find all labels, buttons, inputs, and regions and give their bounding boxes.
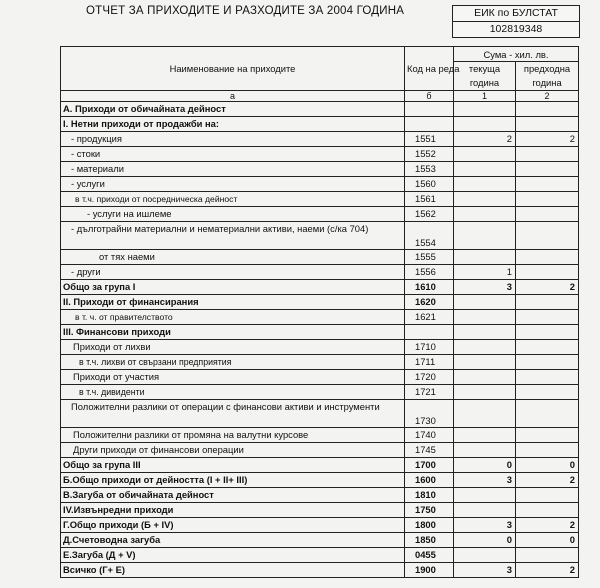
- table-row: [61, 488, 579, 503]
- previous-year-value: [516, 177, 579, 192]
- table-row: [61, 503, 579, 518]
- row-code: 1600: [405, 473, 454, 488]
- previous-year-value: [516, 400, 579, 428]
- current-year-value: [454, 192, 516, 207]
- current-year-value: [454, 488, 516, 503]
- table-row: [61, 458, 579, 473]
- eik-box: [452, 5, 580, 38]
- header-previous-year: предходна година: [516, 62, 579, 91]
- row-label: - други: [61, 265, 405, 280]
- row-code: 1610: [405, 280, 454, 295]
- table-row: [61, 265, 579, 280]
- row-code: 1553: [405, 162, 454, 177]
- row-label: в т. ч. от правителството: [61, 310, 405, 325]
- current-year-value: [454, 102, 516, 117]
- current-year-value: 1: [454, 265, 516, 280]
- row-code: 1560: [405, 177, 454, 192]
- row-code: 1730: [405, 400, 454, 428]
- row-code: 1900: [405, 563, 454, 578]
- current-year-value: 3: [454, 563, 516, 578]
- row-code: 1555: [405, 250, 454, 265]
- previous-year-value: [516, 250, 579, 265]
- current-year-value: [454, 340, 516, 355]
- current-year-value: 3: [454, 280, 516, 295]
- row-label: - материали: [61, 162, 405, 177]
- table-row: [61, 400, 579, 428]
- table-row: [61, 340, 579, 355]
- previous-year-value: [516, 310, 579, 325]
- report-title: ОТЧЕТ ЗА ПРИХОДИТЕ И РАЗХОДИТЕ ЗА 2004 ГОДИНА: [86, 5, 405, 17]
- previous-year-value: [516, 325, 579, 340]
- header-code: Код на реда: [405, 47, 454, 91]
- row-code: 1552: [405, 147, 454, 162]
- current-year-value: [454, 310, 516, 325]
- table-row: [61, 162, 579, 177]
- current-year-value: [454, 250, 516, 265]
- row-label: II. Приходи от финансирания: [61, 295, 405, 310]
- table-row: [61, 325, 579, 340]
- current-year-value: [454, 207, 516, 222]
- row-code: 1850: [405, 533, 454, 548]
- row-label: Е.Загуба (Д + V): [61, 548, 405, 563]
- previous-year-value: 0: [516, 533, 579, 548]
- row-label: Г.Общо приходи (Б + IV): [61, 518, 405, 533]
- row-label: IV.Извънредни приходи: [61, 503, 405, 518]
- row-label: Приходи от лихви: [61, 340, 405, 355]
- current-year-value: [454, 325, 516, 340]
- previous-year-value: 0: [516, 458, 579, 473]
- current-year-value: 2: [454, 132, 516, 147]
- previous-year-value: [516, 102, 579, 117]
- previous-year-value: [516, 370, 579, 385]
- row-label: в т.ч. приходи от посредническа дейност: [61, 192, 405, 207]
- table-row: [61, 518, 579, 533]
- row-label: Б.Общо приходи от дейността (I + II+ III): [61, 473, 405, 488]
- row-code: 1562: [405, 207, 454, 222]
- row-code: 1710: [405, 340, 454, 355]
- table-row: [61, 192, 579, 207]
- row-label: - стоки: [61, 147, 405, 162]
- previous-year-value: [516, 503, 579, 518]
- row-code: 1750: [405, 503, 454, 518]
- previous-year-value: [516, 385, 579, 400]
- previous-year-value: [516, 355, 579, 370]
- row-label: - продукция: [61, 132, 405, 147]
- table-row: [61, 428, 579, 443]
- row-code: 1800: [405, 518, 454, 533]
- previous-year-value: [516, 207, 579, 222]
- table-row: [61, 563, 579, 578]
- previous-year-value: [516, 295, 579, 310]
- row-code: 1561: [405, 192, 454, 207]
- previous-year-value: 2: [516, 563, 579, 578]
- row-label: I. Нетни приходи от продажби на:: [61, 117, 405, 132]
- table-row: [61, 207, 579, 222]
- row-code: 1620: [405, 295, 454, 310]
- table-row: [61, 132, 579, 147]
- current-year-value: [454, 400, 516, 428]
- header-sum: Сума - хил. лв.: [454, 47, 579, 62]
- row-label: - дълготрайни материални и нематериални активи, наеми (с/ка 704): [61, 222, 405, 250]
- current-year-value: [454, 147, 516, 162]
- table-row: [61, 280, 579, 295]
- previous-year-value: [516, 340, 579, 355]
- table-row: [61, 370, 579, 385]
- table-row: [61, 310, 579, 325]
- current-year-value: [454, 162, 516, 177]
- row-code: 1810: [405, 488, 454, 503]
- row-code: 1554: [405, 222, 454, 250]
- current-year-value: [454, 117, 516, 132]
- current-year-value: [454, 177, 516, 192]
- row-label: Положителни разлики от промяна на валутни курсове: [61, 428, 405, 443]
- row-label: А. Приходи от обичайната дейност: [61, 102, 405, 117]
- row-code: 1621: [405, 310, 454, 325]
- row-label: Други приходи от финансови операции: [61, 443, 405, 458]
- row-label: Общо за група I: [61, 280, 405, 295]
- row-label: - услуги: [61, 177, 405, 192]
- row-code: [405, 102, 454, 117]
- index-2: 2: [516, 91, 579, 102]
- eik-value: 102819348: [489, 23, 543, 35]
- table-row: [61, 533, 579, 548]
- current-year-value: [454, 548, 516, 563]
- table-row: [61, 102, 579, 117]
- previous-year-value: [516, 265, 579, 280]
- row-code: 1551: [405, 132, 454, 147]
- table-row: [61, 355, 579, 370]
- index-1: 1: [454, 91, 516, 102]
- current-year-value: [454, 222, 516, 250]
- table-row: [61, 117, 579, 132]
- table-row: [61, 548, 579, 563]
- row-label: от тях наеми: [61, 250, 405, 265]
- table-row: [61, 385, 579, 400]
- previous-year-value: [516, 117, 579, 132]
- row-label: в т.ч. лихви от свързани предприятия: [61, 355, 405, 370]
- row-label: в т.ч. дивиденти: [61, 385, 405, 400]
- header-current-year: текуща година: [454, 62, 516, 91]
- previous-year-value: [516, 192, 579, 207]
- current-year-value: 0: [454, 458, 516, 473]
- row-code: 1745: [405, 443, 454, 458]
- row-code: 1720: [405, 370, 454, 385]
- row-label: Общо за група III: [61, 458, 405, 473]
- current-year-value: 3: [454, 518, 516, 533]
- index-a: а: [61, 91, 405, 102]
- previous-year-value: [516, 548, 579, 563]
- row-code: 1740: [405, 428, 454, 443]
- previous-year-value: 2: [516, 132, 579, 147]
- previous-year-value: [516, 443, 579, 458]
- current-year-value: 3: [454, 473, 516, 488]
- current-year-value: [454, 443, 516, 458]
- previous-year-value: [516, 488, 579, 503]
- previous-year-value: 2: [516, 473, 579, 488]
- row-label: Д.Счетоводна загуба: [61, 533, 405, 548]
- table-row: [61, 147, 579, 162]
- previous-year-value: [516, 162, 579, 177]
- table-row: [61, 473, 579, 488]
- row-label: Всичко (Г+ Е): [61, 563, 405, 578]
- row-label: - услуги на ишлеме: [61, 207, 405, 222]
- row-code: 1711: [405, 355, 454, 370]
- header-name: Наименование на приходите: [61, 47, 405, 91]
- current-year-value: [454, 370, 516, 385]
- row-label: Положителни разлики от операции с финансови активи и инструменти: [61, 400, 405, 428]
- table-row: [61, 250, 579, 265]
- previous-year-value: [516, 428, 579, 443]
- previous-year-value: [516, 222, 579, 250]
- row-code: [405, 117, 454, 132]
- current-year-value: [454, 355, 516, 370]
- income-table: [60, 46, 579, 578]
- table-row: [61, 222, 579, 250]
- table-row: [61, 177, 579, 192]
- row-code: 1700: [405, 458, 454, 473]
- table-body: [61, 102, 579, 578]
- row-code: 1721: [405, 385, 454, 400]
- row-code: 0455: [405, 548, 454, 563]
- previous-year-value: 2: [516, 518, 579, 533]
- row-code: [405, 325, 454, 340]
- current-year-value: [454, 428, 516, 443]
- current-year-value: [454, 295, 516, 310]
- row-label: III. Финансови приходи: [61, 325, 405, 340]
- table-row: [61, 443, 579, 458]
- previous-year-value: [516, 147, 579, 162]
- previous-year-value: 2: [516, 280, 579, 295]
- current-year-value: [454, 385, 516, 400]
- row-label: Приходи от участия: [61, 370, 405, 385]
- index-b: б: [405, 91, 454, 102]
- row-label: В.Загуба от обичайната дейност: [61, 488, 405, 503]
- row-code: 1556: [405, 265, 454, 280]
- current-year-value: 0: [454, 533, 516, 548]
- current-year-value: [454, 503, 516, 518]
- eik-label: ЕИК по БУЛСТАТ: [453, 6, 579, 22]
- table-row: [61, 295, 579, 310]
